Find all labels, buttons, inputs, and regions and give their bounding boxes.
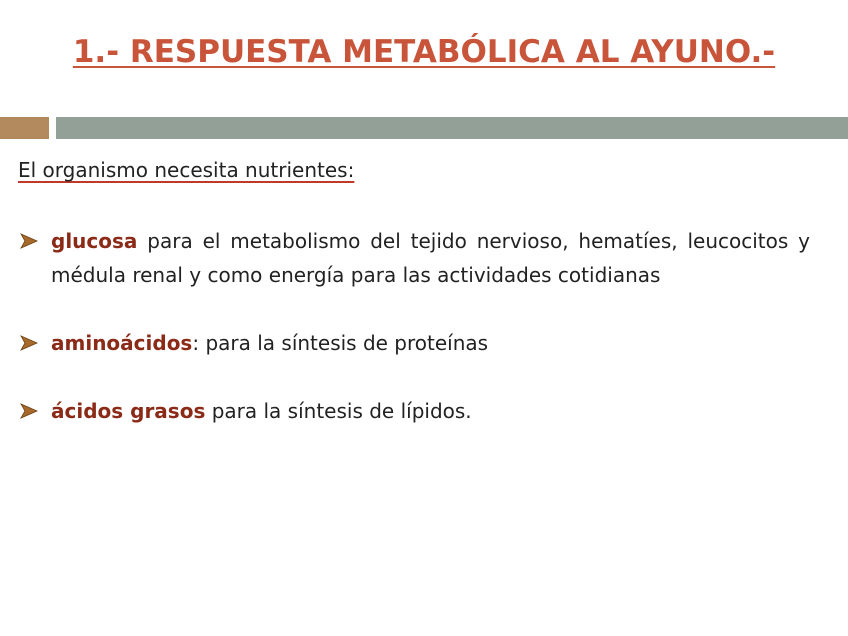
accent-block (0, 117, 49, 139)
bullet-item-glucosa (18, 224, 810, 292)
bullet-item-aminoacidos (18, 326, 810, 360)
bullet-term: glucosa (51, 229, 138, 253)
bullet-text: para la síntesis de lípidos. (205, 399, 472, 423)
arrow-bullet-icon (18, 394, 40, 428)
bullet-term: aminoácidos (51, 331, 193, 355)
intro-text: El organismo necesita nutrientes: (18, 158, 355, 182)
bullet-text: : para la síntesis de proteínas (192, 331, 489, 355)
bullet-list (18, 224, 810, 462)
bullet-text: para el metabolismo del tejido nervioso, hematíes, leucocitos y médula renal y como energía para las actividades cotidianas (51, 229, 810, 287)
bullet-term: ácidos grasos (51, 399, 206, 423)
divider-bar (56, 117, 848, 139)
arrow-bullet-icon (18, 224, 40, 258)
arrow-bullet-icon (18, 326, 40, 360)
bullet-item-acidos-grasos (18, 394, 810, 428)
slide-title: 1.- RESPUESTA METABÓLICA AL AYUNO.- (72, 34, 776, 70)
